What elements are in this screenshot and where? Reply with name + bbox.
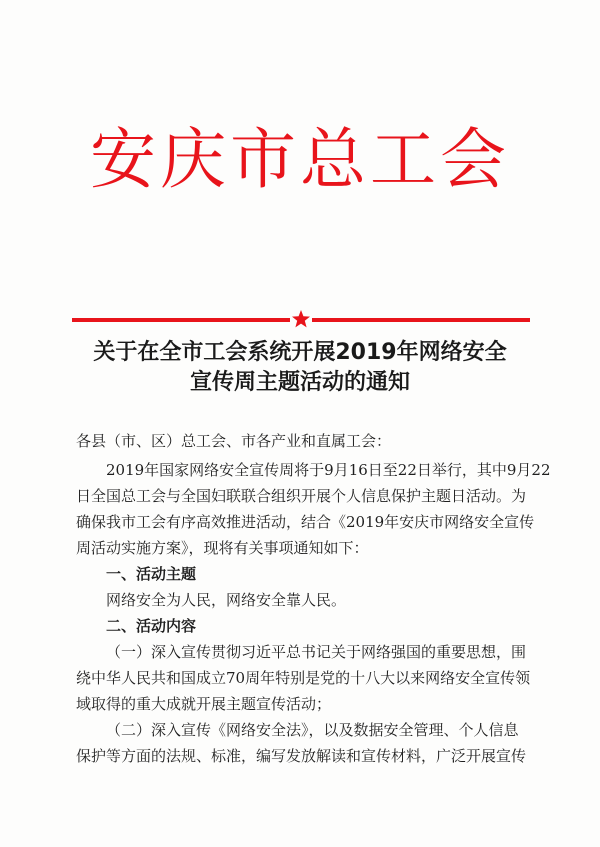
paragraph-line: 日全国总工会与全国妇联联合组织开展个人信息保护主题日活动。为 (76, 487, 527, 505)
salutation: 各县（市、区）总工会、市各产业和直属工会： (76, 432, 392, 450)
organization-name: 安庆市总工会 (90, 121, 510, 198)
notice-title-line-2: 宣传周主题活动的通知 (189, 370, 410, 395)
paragraph-line: 2019年国家网络安全宣传周将于9月16日至22日举行，其中9月22 (106, 461, 551, 479)
paragraph-line: （一）深入宣传贯彻习近平总书记关于网络强国的重要思想，围 (106, 643, 527, 661)
paragraph-line: （二）深入宣传《网络安全法》，以及数据安全管理、个人信息 (106, 721, 519, 739)
paragraph-line: 确保我市工会有序高效推进活动，结合《2019年安庆市网络安全宣传 (76, 513, 535, 531)
section-heading: 一、活动主题 (106, 565, 197, 583)
paragraph-line: 域取得的重大成就开展主题宣传活动； (76, 695, 332, 713)
red-rule-right (312, 318, 530, 322)
paragraph-line: 周活动实施方案》，现将有关事项通知如下： (76, 539, 369, 557)
red-star-icon (291, 309, 311, 329)
paragraph-line: 绕中华人民共和国成立70周年特别是党的十八大以来网络安全宣传领 (76, 669, 531, 687)
paragraph-line: 保护等方面的法规、标准，编写发放解读和宣传材料，广泛开展宣传 (76, 747, 527, 765)
section-text: 网络安全为人民，网络安全靠人民。 (106, 591, 347, 609)
notice-title-line-1: 关于在全市工会系统开展2019年网络安全 (93, 340, 507, 365)
red-rule-left (72, 318, 290, 322)
section-heading: 二、活动内容 (106, 617, 197, 635)
